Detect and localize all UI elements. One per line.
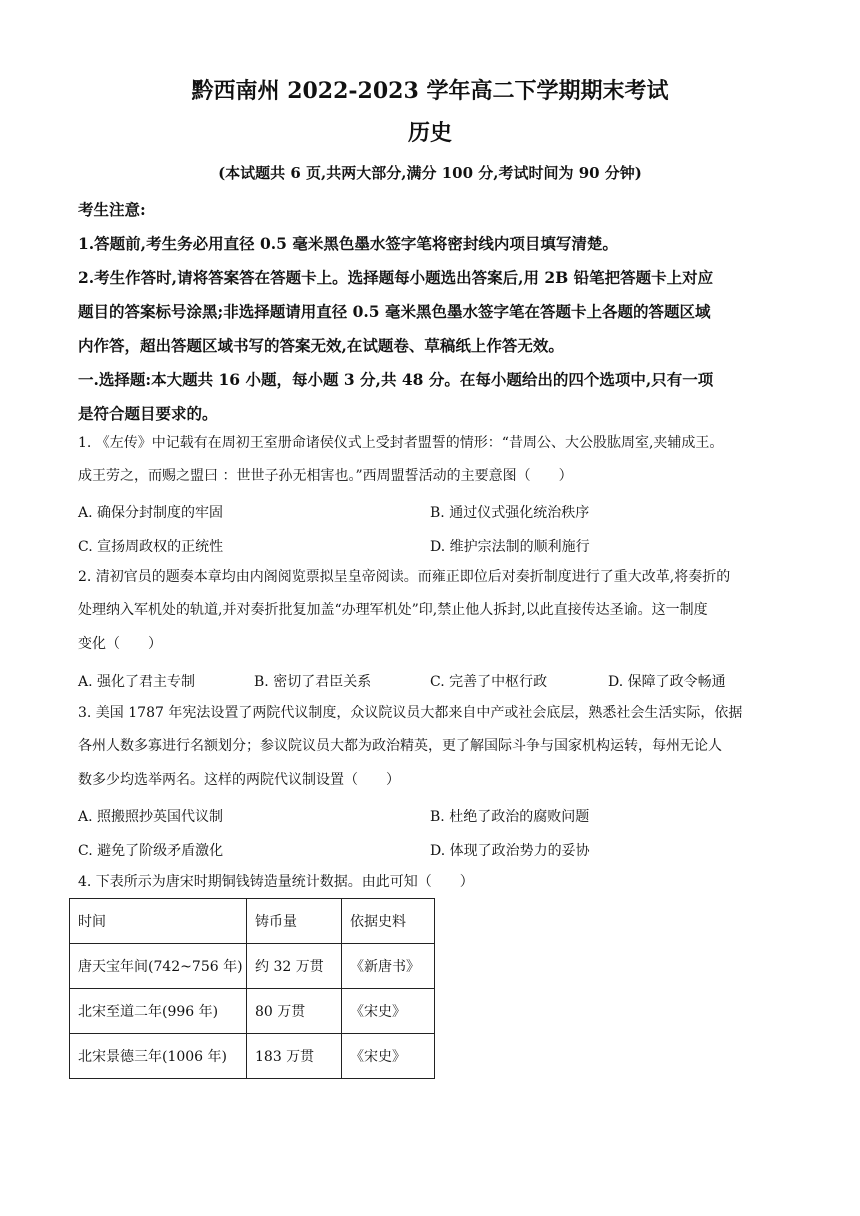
table-cell: 《宋史》	[342, 1034, 435, 1079]
q3-stem-line-1: 3. 美国 1787 年宪法设置了两院代议制度，众议院议员大都来自中产或社会底层，熟悉社会生活实际，依据	[78, 705, 743, 721]
table-header-cell: 依据史料	[342, 899, 435, 944]
table-header-row	[70, 899, 435, 944]
q3-option-b: B. 杜绝了政治的腐败问题	[430, 809, 590, 825]
table-cell: 80 万贯	[247, 989, 342, 1034]
exam-title: 黔西南州 2022-2023 学年高二下学期期末考试	[191, 78, 669, 104]
table-header-cell: 时间	[70, 899, 247, 944]
q1-option-b: B. 通过仪式强化统治秩序	[430, 505, 590, 521]
q1-stem-line-1: 1. 《左传》中记载有在周初王室册命诸侯仪式上受封者盟誓的情形：“昔周公、大公股肱周室,夹辅成王。	[78, 435, 724, 451]
section1-heading-line-2: 是符合题目要求的。	[78, 404, 218, 423]
notice-item-2-line-2: 题目的答案标号涂黑;非选择题请用直径 0.5 毫米黑色墨水签字笔在答题卡上各题的答题区域	[78, 302, 711, 321]
q3-option-d: D. 体现了政治势力的妥协	[430, 843, 590, 859]
subject-title: 历史	[407, 120, 452, 146]
q2-option-a: A. 强化了君主专制	[78, 674, 196, 690]
table-row	[70, 989, 435, 1034]
notice-heading: 考生注意:	[78, 200, 146, 219]
q1-option-a: A. 确保分封制度的牢固	[78, 505, 224, 521]
notice-item-2-line-3: 内作答，超出答题区域书写的答案无效,在试题卷、草稿纸上作答无效。	[78, 336, 564, 355]
q2-stem-line-1: 2. 清初官员的题奏本章均由内阁阅览票拟呈皇帝阅读。而雍正即位后对奏折制度进行了重大改革,将奏折的	[78, 569, 731, 585]
table-cell: 北宋至道二年(996 年)	[70, 989, 247, 1034]
table-cell: 183 万贯	[247, 1034, 342, 1079]
table-cell: 《新唐书》	[342, 944, 435, 989]
notice-item-1: 1.答题前,考生务必用直径 0.5 毫米黑色墨水签字笔将密封线内项目填写清楚。	[78, 234, 618, 253]
table-cell: 北宋景德三年(1006 年)	[70, 1034, 247, 1079]
q3-stem-line-2: 各州人数多寡进行名额划分；参议院议员大都为政治精英，更了解国际斗争与国家机构运转，每州无论人	[78, 738, 722, 754]
q2-stem-line-3: 变化（ ）	[78, 636, 162, 652]
q1-stem-line-2: 成王劳之，而赐之盟曰 ：世世子孙无相害也。”西周盟誓活动的主要意图（ ）	[78, 468, 573, 484]
section1-heading-line-1: 一.选择题:本大题共 16 小题，每小题 3 分,共 48 分。在每小题给出的四个选项中,只有一项	[78, 370, 714, 389]
table-cell: 约 32 万贯	[247, 944, 342, 989]
notice-item-2-line-1: 2.考生作答时,请将答案答在答题卡上。选择题每小题选出答案后,用 2B 铅笔把答题卡上对应	[78, 268, 714, 287]
q1-option-c: C. 宣扬周政权的正统性	[78, 539, 224, 555]
q1-option-d: D. 维护宗法制的顺利施行	[430, 539, 590, 555]
exam-info: (本试题共 6 页,共两大部分,满分 100 分,考试时间为 90 分钟)	[218, 164, 642, 182]
q2-option-c: C. 完善了中枢行政	[430, 674, 548, 690]
table-row	[70, 944, 435, 989]
table-cell: 《宋史》	[342, 989, 435, 1034]
q2-option-b: B. 密切了君臣关系	[254, 674, 372, 690]
coin-minting-table	[69, 898, 435, 1079]
q2-stem-line-2: 处理纳入军机处的轨道,并对奏折批复加盖“办理军机处”印,禁止他人拆封,以此直接传达圣谕。这一制度	[78, 602, 708, 618]
q2-option-d: D. 保障了政令畅通	[608, 674, 726, 690]
q3-stem-line-3: 数多少均选举两名。这样的两院代议制设置（ ）	[78, 772, 400, 788]
table-header-cell: 铸币量	[247, 899, 342, 944]
table-cell: 唐天宝年间(742~756 年)	[70, 944, 247, 989]
table-row	[70, 1034, 435, 1079]
q3-option-a: A. 照搬照抄英国代议制	[78, 809, 224, 825]
q4-stem-line-1: 4. 下表所示为唐宋时期铜钱铸造量统计数据。由此可知（ ）	[78, 874, 474, 890]
q3-option-c: C. 避免了阶级矛盾激化	[78, 843, 224, 859]
